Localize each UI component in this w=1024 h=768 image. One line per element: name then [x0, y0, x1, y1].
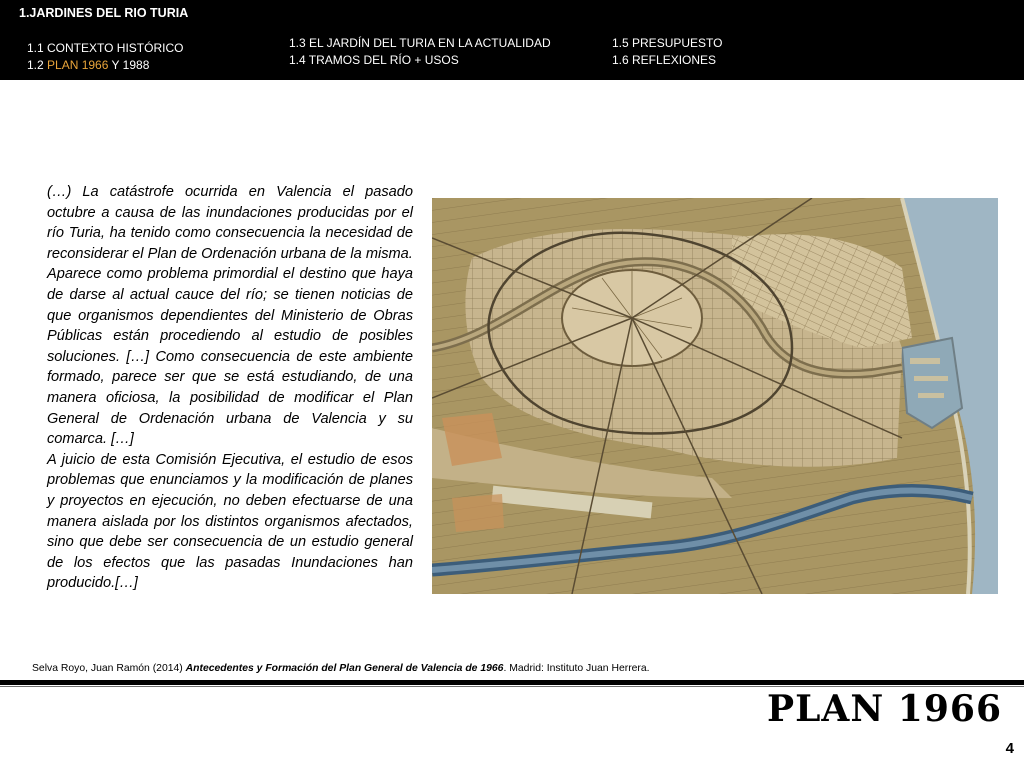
page-number: 4: [1005, 740, 1014, 757]
nav-column-2: [289, 35, 551, 69]
quote-paragraph-1: (…) La catástrofe ocurrida en Valencia el pasado octubre a causa de las inundaciones producidas por el río Turia, ha tenido como consecuencia la necesidad de reconsiderar el Plan de Ordenación urbana de la misma.: [47, 184, 413, 262]
citation-publisher: . Madrid: Instituto Juan Herrera.: [503, 663, 650, 674]
quote-paragraph-2: Aparece como problema primordial el destino que haya de darse al actual cauce del río; se tienen noticias de que organismos dependientes del Ministerio de Obras Públicas están procediendo al estudio de posibles soluciones. […] Como consecuencia de este ambiente formado, parece ser que se está estudiando, de una manera oficiosa, la posibilidad de modificar el Plan General de Ordenación urbana de Valencia y su comarca. […]: [47, 266, 413, 448]
header-bar: [0, 0, 1024, 80]
nav-item-presupuesto[interactable]: 1.5 PRESUPUESTO: [612, 36, 723, 50]
quote-paragraph-3: A juicio de esta Comisión Ejecutiva, el estudio de esos problemas que enunciamos y la modificación de planes y proyectos en ejecución, no deben efectuarse de una manera aislada por los distintos organismos afectados, sino que debe ser consecuencia de un estudio general de los efectos que las pasadas Inundaciones han producido.[…]: [47, 451, 413, 592]
nav-item-rest-label: Y 1988: [111, 58, 150, 72]
citation-author: Selva Royo, Juan Ramón (2014): [32, 663, 186, 674]
section-title: 1.JARDINES DEL RIO TURIA: [19, 6, 189, 20]
city-plan-map-icon: [432, 198, 998, 594]
nav-item-active-label: PLAN 1966: [47, 58, 109, 72]
nav-item-number: 1.2: [27, 58, 44, 72]
nav-item-reflexiones[interactable]: 1.6 REFLEXIONES: [612, 53, 717, 67]
footer-divider-thin: [0, 686, 1024, 687]
nav-item-contexto-historico[interactable]: 1.1 CONTEXTO HISTÓRICO: [27, 41, 184, 55]
nav-item-tramos-rio[interactable]: 1.4 TRAMOS DEL RÍO + USOS: [289, 53, 459, 67]
citation: [32, 663, 650, 674]
nav-column-3: [612, 35, 722, 69]
plan-1966-map-image: [432, 198, 998, 594]
slide-title: PLAN 1966: [767, 688, 1002, 730]
nav-item-jardin-actualidad[interactable]: 1.3 EL JARDÍN DEL TURIA EN LA ACTUALIDAD: [289, 36, 551, 50]
footer-divider: [0, 680, 1024, 685]
citation-title: Antecedentes y Formación del Plan General de Valencia de 1966: [185, 663, 504, 674]
nav-item-plan-1966[interactable]: [27, 57, 183, 74]
nav-column-1: [27, 40, 183, 74]
quote-text: [47, 182, 413, 594]
